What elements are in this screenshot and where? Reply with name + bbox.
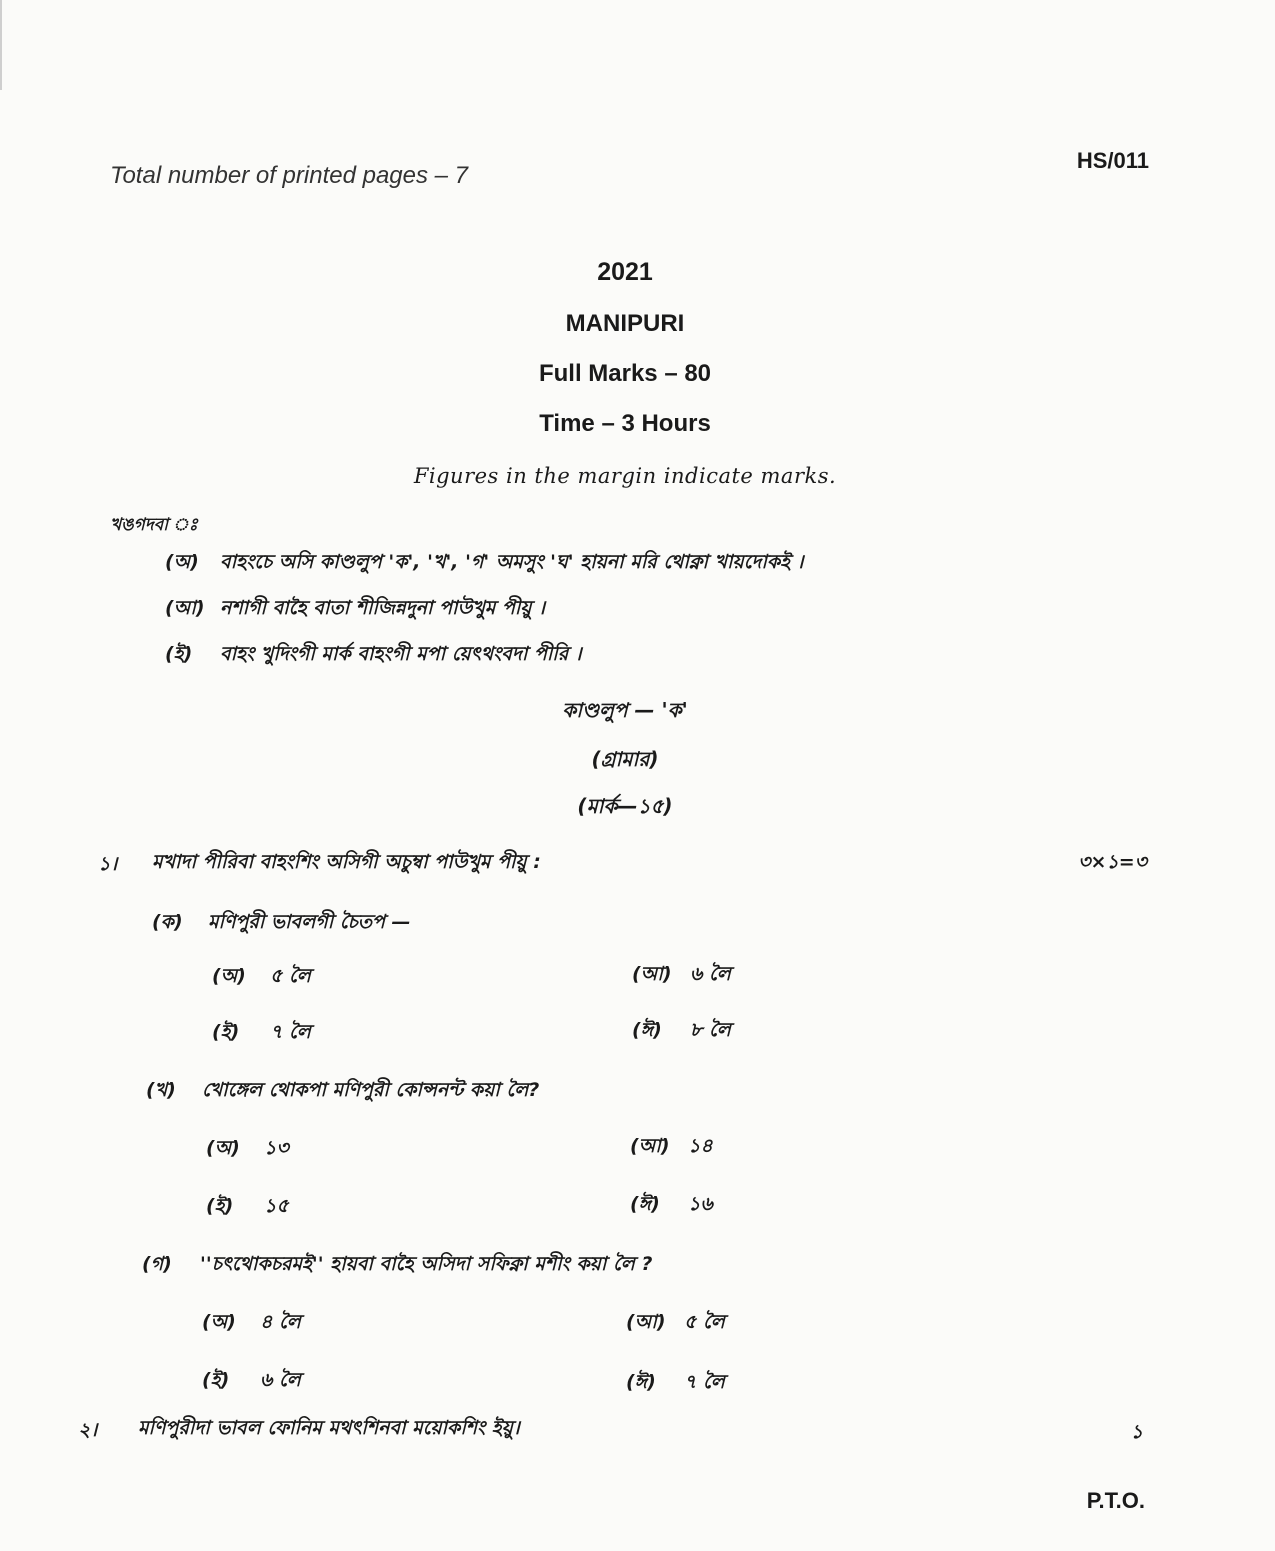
option-label: (আ) — [630, 1135, 670, 1157]
option-label: (ই) — [202, 1369, 230, 1391]
sub-question-label: (ক) — [152, 911, 183, 933]
sub-question-text: খোঙ্গেল থোকপা মণিপুরী কোন্সনন্ট কয়া লৈ? — [202, 1079, 540, 1101]
option-label: (ঈ) — [630, 1193, 660, 1215]
paper-code: HS/011 — [1076, 148, 1149, 173]
option-text: ৫ লৈ — [684, 1311, 725, 1333]
option-label: (ঈ) — [626, 1371, 656, 1393]
option — [206, 1192, 289, 1224]
instruction-text: নশাগী বাহৈ বাতা শীজিন্নদুনা পাউখুম পীয়ু । — [220, 597, 545, 619]
instruction-item — [165, 548, 803, 580]
option — [632, 1016, 731, 1048]
instruction-marker: (আ) — [165, 597, 205, 619]
option — [630, 1190, 713, 1222]
option-label: (ঈ) — [632, 1019, 662, 1041]
option-text: ৫ লৈ — [270, 965, 311, 987]
full-marks: Full Marks – 80 — [538, 360, 712, 387]
section-title: কাণ্ডলুপ — 'ক' — [562, 698, 688, 722]
option-text: ৮ লৈ — [690, 1019, 731, 1041]
exam-year: 2021 — [597, 258, 653, 286]
exam-time: Time – 3 Hours — [539, 410, 711, 437]
option-label: (আ) — [632, 963, 672, 985]
instruction-item — [165, 640, 582, 672]
question-marks: ১ — [1130, 1421, 1143, 1443]
option — [202, 1366, 301, 1398]
instruction-marker: (ই) — [165, 643, 193, 665]
question-number: ২। — [78, 1419, 98, 1441]
exam-subject: MANIPURI — [565, 310, 685, 337]
option — [212, 1018, 311, 1050]
printed-pages-note: Total number of printed pages – 7 — [110, 162, 469, 189]
instruction-item — [165, 594, 545, 626]
option-text: ১৩ — [264, 1137, 289, 1159]
question-text: মণিপুরীদা ভাবল ফোনিম মথৎশিনবা ময়োকশিং ইয়ু। — [138, 1417, 520, 1439]
option — [630, 1132, 713, 1164]
sub-question-label: (গ) — [142, 1253, 172, 1275]
option-label: (ই) — [206, 1195, 234, 1217]
option-text: ৬ লৈ — [690, 963, 731, 985]
option-text: ১৫ — [264, 1195, 289, 1217]
option-text: ৬ লৈ — [260, 1369, 301, 1391]
option — [212, 962, 311, 994]
option — [202, 1308, 301, 1340]
section-marks: (মার্ক—১৫) — [577, 794, 673, 818]
option-text: ৪ লৈ — [260, 1311, 301, 1333]
option — [626, 1368, 725, 1400]
instruction-marker: (অ) — [165, 551, 199, 573]
option — [206, 1134, 289, 1166]
please-turn-over: P.T.O. — [1086, 1488, 1145, 1513]
option-text: ১৪ — [688, 1135, 713, 1157]
sub-question-text: ''চৎথোকচরমই'' হায়বা বাহৈ অসিদা সফিক্না মশীং কয়া লৈ ? — [200, 1253, 653, 1275]
option-label: (অ) — [206, 1137, 240, 1159]
question-marks: ৩×১=৩ — [1078, 851, 1147, 873]
option-label: (আ) — [626, 1311, 666, 1333]
sub-question — [142, 1250, 652, 1282]
scan-edge-line — [0, 0, 2, 90]
option — [632, 960, 731, 992]
sub-question — [152, 908, 410, 940]
sub-question-text: মণিপুরী ভাবলগী চৈতপ — — [208, 911, 411, 933]
question-text: মখাদা পীরিবা বাহংশিং অসিগী অচুম্বা পাউখুম পীয়ু : — [152, 851, 541, 873]
instructions-title: খঙগদবা ঃ — [110, 515, 198, 535]
sub-question — [146, 1076, 539, 1108]
margin-note: Figures in the margin indicate marks. — [413, 464, 837, 488]
sub-question-label: (খ) — [146, 1079, 176, 1101]
option-label: (ই) — [212, 1021, 240, 1043]
option-label: (অ) — [202, 1311, 236, 1333]
instruction-text: বাহং খুদিংগী মার্ক বাহংগী মপা য়েৎথংবদা পীরি । — [220, 643, 582, 665]
instruction-text: বাহংচে অসি কাণ্ডলুপ 'ক', 'খ', 'গ' অমসুং 'ঘ' হায়না মরি থোক্না খায়দোকই । — [220, 551, 804, 573]
section-topic: (গ্রামার) — [591, 747, 659, 771]
question-number: ১। — [98, 853, 118, 875]
option-text: ১৬ — [688, 1193, 713, 1215]
option-text: ৭ লৈ — [684, 1371, 725, 1393]
option — [626, 1308, 725, 1340]
option-text: ৭ লৈ — [270, 1021, 311, 1043]
option-label: (অ) — [212, 965, 246, 987]
